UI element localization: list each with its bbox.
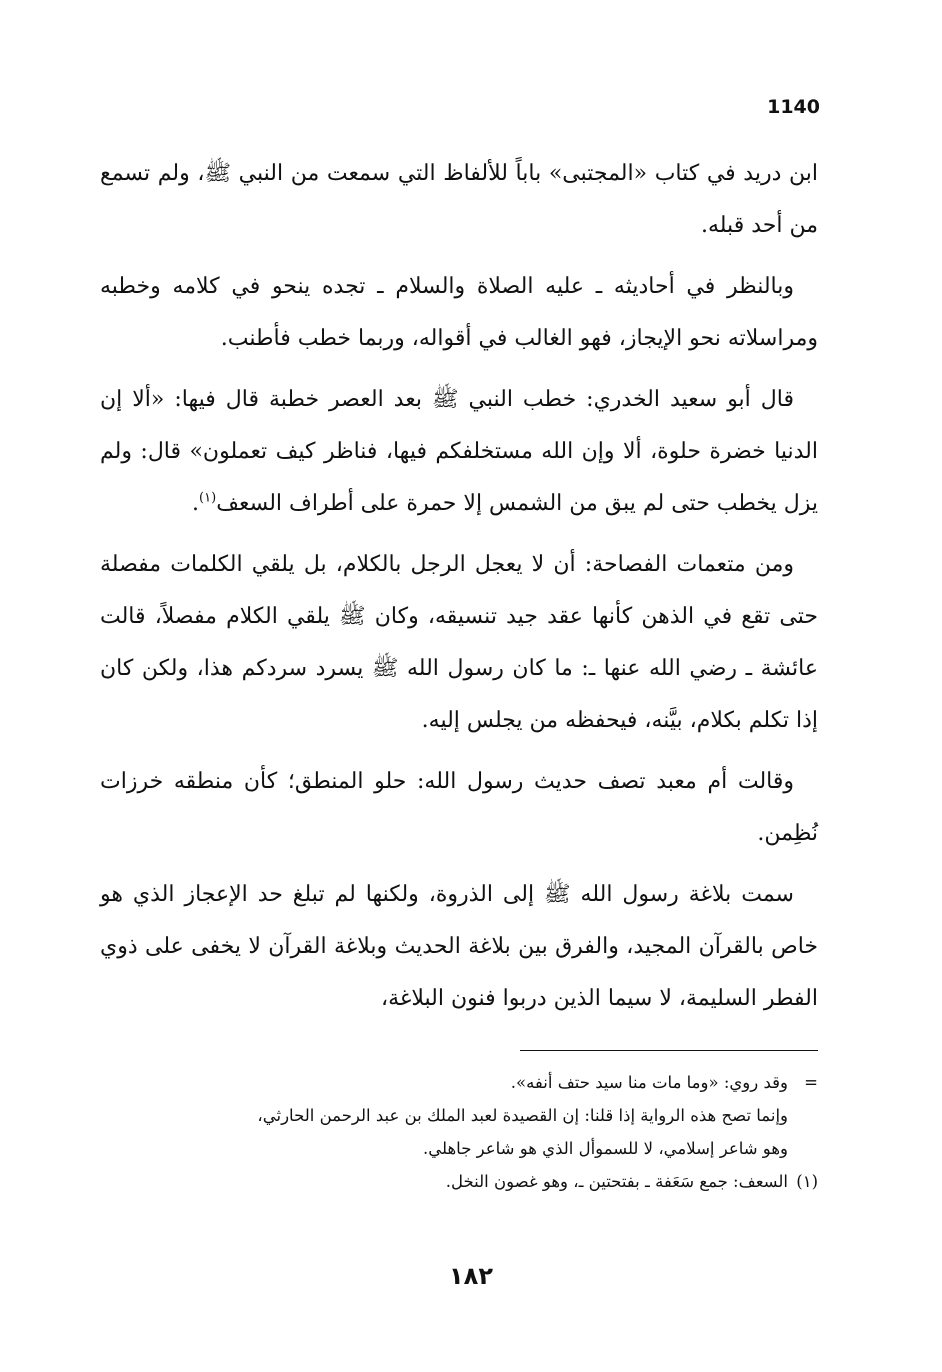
footnote-continuation xyxy=(110,1066,818,1099)
paragraph-3-end: . xyxy=(192,491,200,516)
footnote-line: وإنما تصح هذه الرواية إذا قلنا: إن القصيدة لعبد الملك بن عبد الرحمن الحارثي، xyxy=(257,1106,788,1125)
footnote-1-marker: (١) xyxy=(796,1172,818,1191)
paragraph-5: وقالت أم معبد تصف حديث رسول الله: حلو المنطق؛ كأن منطقه خرزات نُظِمن. xyxy=(100,769,818,846)
footnote-reference: (١) xyxy=(199,490,217,506)
paragraph-3 xyxy=(100,374,818,530)
continuation-marker: = xyxy=(804,1073,818,1092)
footnote-line: وهو شاعر إسلامي، لا للسموأل الذي هو شاعر جاهلي. xyxy=(423,1139,788,1158)
paragraph-4: ومن متعمات الفصاحة: أن لا يعجل الرجل بالكلام، بل يلقي الكلمات مفصلة حتى تقع في الذهن كأنها عقد جيد تنسيقه، وكان ﷺ يلقي الكلام مفصلاً، قالت عائشة ـ رضي الله عنها ـ: ما كان رسول الله ﷺ يسرد سردكم هذا، ولكن كان إذا تكلم بكلام، بيَّنه، فيحفظه من يجلس إليه. xyxy=(100,552,818,733)
footnotes xyxy=(110,1066,818,1198)
paragraph-6: سمت بلاغة رسول الله ﷺ إلى الذروة، ولكنها لم تبلغ حد الإعجاز الذي هو خاص بالقرآن المجيد، والفرق بين بلاغة الحديث وبلاغة القرآن لا يخفى على ذوي الفطر السليمة، لا سيما الذين دربوا فنون البلاغة، xyxy=(100,882,818,1011)
paragraph-1: ابن دريد في كتاب «المجتبى» باباً للألفاظ التي سمعت من النبي ﷺ، ولم تسمع من أحد قبله. xyxy=(100,161,818,238)
footnote-1 xyxy=(110,1165,818,1198)
page-number-top: 1140 xyxy=(767,96,820,118)
paragraph-2: وبالنظر في أحاديثه ـ عليه الصلاة والسلام ـ تجده ينحو في كلامه وخطبه ومراسلاته نحو الإيجاز، فهو الغالب في أقواله، وربما خطب فأطنب. xyxy=(100,274,818,351)
footnote-line: وقد روي: «وما مات منا سيد حتف أنفه». xyxy=(510,1073,788,1092)
footnote-1-text: السعف: جمع سَعَفة ـ بفتحتين ـ، وهو غصون النخل. xyxy=(445,1172,788,1191)
page-number-bottom: ١٨٢ xyxy=(449,1262,493,1290)
main-text xyxy=(100,148,818,1034)
footnote-divider xyxy=(520,1050,818,1051)
paragraph-3-text: قال أبو سعيد الخدري: خطب النبي ﷺ بعد العصر خطبة قال فيها: «ألا إن الدنيا خضرة حلوة، ألا وإن الله مستخلفكم فيها، فناظر كيف تعملون» قال: ولم يزل يخطب حتى لم يبق من الشمس إلا حمرة على أطراف السعف xyxy=(100,387,818,516)
